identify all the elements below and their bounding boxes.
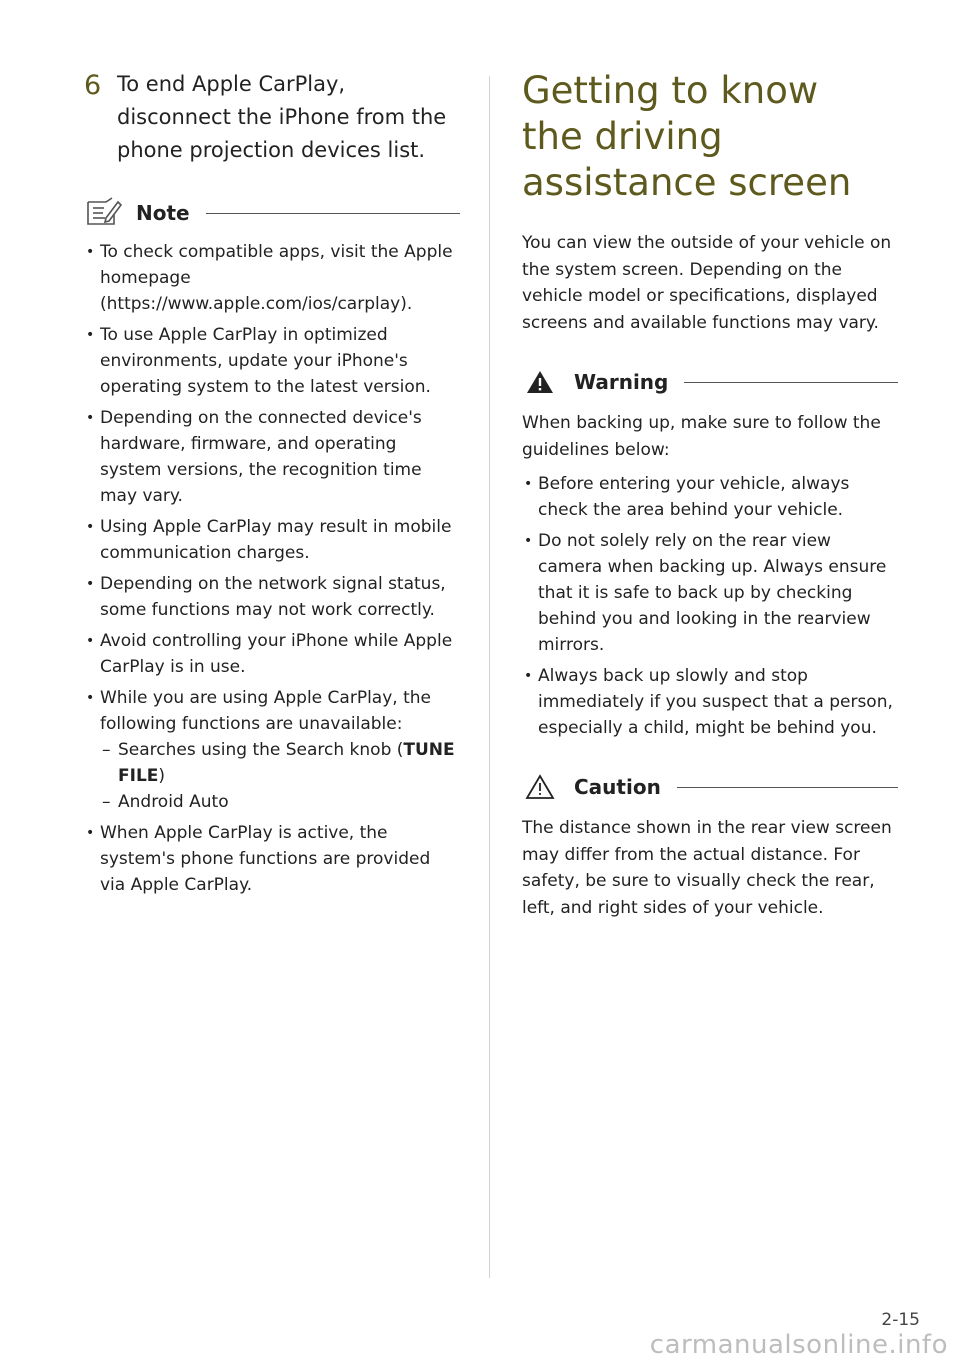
unavailable-sublist (100, 737, 460, 815)
warning-triangle-icon (522, 365, 562, 399)
note-item-unavailable (84, 685, 460, 815)
sub-item-android: – Android Auto (100, 789, 460, 815)
unavailable-intro: While you are using Apple CarPlay, the following functions are unavailable: (100, 688, 431, 734)
left-column (84, 68, 460, 903)
warning-item: • Always back up slowly and stop immediately if you suspect that a person, especially a child, might be behind you. (522, 663, 898, 741)
page-number: 2-15 (881, 1310, 920, 1330)
note-item: • To check compatible apps, visit the Apple homepage (https://www.apple.com/ios/carplay). (84, 239, 460, 317)
note-item: • Using Apple CarPlay may result in mobile communication charges. (84, 514, 460, 566)
caution-triangle-icon (522, 770, 562, 804)
sub-search-suffix: ) (158, 766, 166, 786)
note-rule (206, 213, 460, 214)
caution-label: Caution (574, 775, 661, 799)
note-item: • Depending on the network signal status, some functions may not work correctly. (84, 571, 460, 623)
note-item: • When Apple CarPlay is active, the system's phone functions are provided via Apple CarPlay. (84, 820, 460, 898)
warning-lead: When backing up, make sure to follow the guidelines below: (522, 413, 881, 460)
warning-item: • Before entering your vehicle, always check the area behind your vehicle. (522, 471, 898, 523)
note-header (84, 195, 460, 231)
note-list (84, 239, 460, 898)
column-divider (489, 76, 490, 1278)
caution-header (522, 769, 898, 805)
sub-item-search (100, 737, 460, 789)
caution-text: The distance shown in the rear view screen may differ from the actual distance. For safety, be sure to visually check the rear, left, and right sides of your vehicle. (522, 818, 892, 918)
note-item: • Depending on the connected device's hardware, firmware, and operating system versions, the recognition time may vary. (84, 405, 460, 509)
intro-paragraph: You can view the outside of your vehicle on the system screen. Depending on the vehicle model or specifications, displayed screens and available functions may vary. (522, 233, 892, 333)
watermark: carmanualsonline.info (649, 1330, 948, 1360)
note-icon (84, 196, 124, 230)
tune-file-knob: TUNE FILE (118, 740, 455, 786)
warning-label: Warning (574, 370, 669, 394)
note-label: Note (136, 201, 190, 225)
warning-header (522, 364, 898, 400)
warning-rule (684, 382, 898, 383)
note-item: • Avoid controlling your iPhone while Apple CarPlay is in use. (84, 628, 460, 680)
warning-item: • Do not solely rely on the rear view camera when backing up. Always ensure that it is safe to back up by checking behind you and looking in the rearview mirrors. (522, 528, 898, 658)
step-6 (84, 68, 460, 167)
step-number: 6 (84, 70, 102, 101)
warning-list (522, 471, 898, 741)
section-title: Getting to know the driving assistance screen (522, 69, 852, 204)
note-item: • To use Apple CarPlay in optimized environments, update your iPhone's operating system to the latest version. (84, 322, 460, 400)
right-column (522, 68, 898, 921)
sub-search-prefix: Searches using the Search knob ( (118, 740, 404, 760)
caution-rule (677, 787, 898, 788)
step-text: To end Apple CarPlay, disconnect the iPhone from the phone projection devices list. (117, 72, 447, 162)
